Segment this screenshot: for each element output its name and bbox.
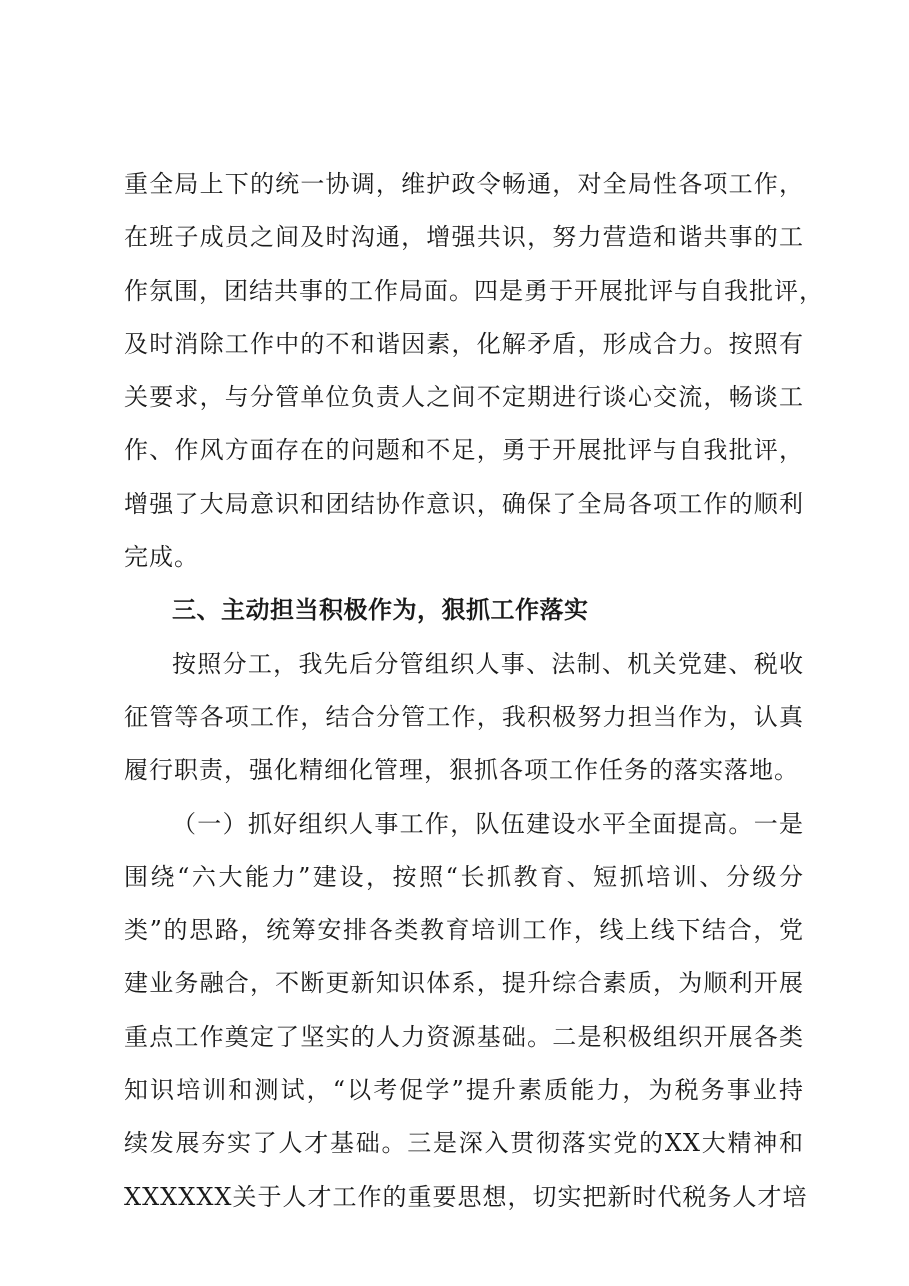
text-line: XXXXXX关于人才工作的重要思想，切实把新时代税务人才培 [124, 1182, 808, 1211]
text-line: 增强了大局意识和团结协作意识，确保了全局各项工作的顺利 [124, 489, 804, 518]
text-line: 在班子成员之间及时沟通，增强共识，努力营造和谐共事的工 [124, 223, 804, 252]
text-line: 类”的思路，统筹安排各类教育培训工作，线上线下结合，党 [124, 916, 804, 945]
text-line: 按照分工，我先后分管组织人事、法制、机关党建、税收 [172, 649, 804, 678]
text-line: 建业务融合，不断更新知识体系，提升综合素质，为顺利开展 [124, 969, 804, 998]
paragraph-division-of-work [124, 638, 804, 798]
text-line: 围绕“六大能力”建设，按照“长抓教育、短抓培训、分级分 [124, 862, 804, 891]
paragraph-personnel-work [124, 798, 808, 1224]
paragraph-team-coordination [124, 158, 824, 584]
text-line: 征管等各项工作，结合分管工作，我积极努力担当作为，认真 [124, 702, 804, 731]
text-line: 重点工作奠定了坚实的人力资源基础。二是积极组织开展各类 [124, 1022, 804, 1051]
text-line: 履行职责，强化精细化管理，狠抓各项工作任务的落实落地。 [124, 756, 799, 785]
text-line: 作、作风方面存在的问题和不足，勇于开展批评与自我批评， [124, 436, 804, 465]
text-line: 完成。 [124, 543, 199, 572]
text-line: 续发展夯实了人才基础。三是深入贯彻落实党的XX大精神和 [124, 1129, 804, 1158]
section-heading: 三、主动担当积极作为，狠抓工作落实 [172, 596, 589, 625]
text-line: 及时消除工作中的不和谐因素，化解矛盾，形成合力。按照有 [124, 329, 804, 358]
text-line: （一）抓好组织人事工作，队伍建设水平全面提高。一是 [172, 809, 804, 838]
text-line: 重全局上下的统一协调，维护政令畅通，对全局性各项工作， [124, 170, 804, 198]
text-line: 知识培训和测试，“以考促学”提升素质能力，为税务事业持 [124, 1076, 804, 1105]
text-line: 作氛围，团结共事的工作局面。四是勇于开展批评与自我批评， [124, 276, 824, 305]
text-line: 关要求，与分管单位负责人之间不定期进行谈心交流，畅谈工 [124, 383, 804, 412]
document-body [124, 158, 824, 1224]
